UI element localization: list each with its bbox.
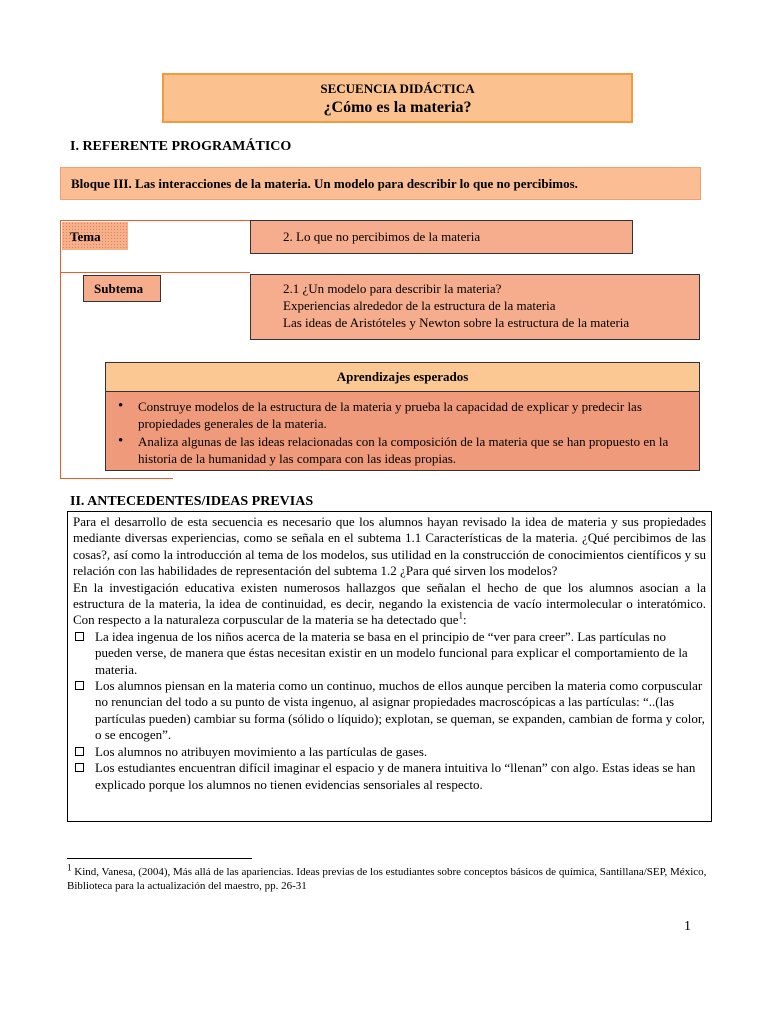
checkbox-icon <box>75 632 84 641</box>
idea-item <box>73 678 706 744</box>
aprendizajes-list <box>105 391 700 471</box>
checkbox-icon <box>75 681 84 690</box>
idea-text: La idea ingenua de los niños acerca de la materia se basa en el principio de “ver para creer”. Las partículas no pueden verse, de manera que éstas necesitan existir en un modelo funcional para explicar el comportamiento de la materia. <box>95 628 688 677</box>
idea-item <box>73 760 706 793</box>
antecedentes-text: En la investigación educativa existen numerosos hallazgos que señalan el hecho de que los alumnos asocian a la estructura de la materia, la idea de continuidad, es decir, negando la existencia de vacío intermolecular o interatómico. Con respecto a la naturaleza corpuscular de la materia se ha detectado que <box>73 579 706 628</box>
idea-text: Los estudiantes encuentran difícil imaginar el espacio y de manera intuitiva lo “llenan” con algo. Estas ideas se han explicado porque los alumnos no tienen evidencias sensoriales al respecto. <box>95 760 696 792</box>
footnote <box>67 862 707 893</box>
frame-line-bottom <box>60 478 173 479</box>
aprendizaje-item: • Analiza algunas de las ideas relacionadas con la composición de la materia que se han propuesto en la historia de la humanidad y las compara con las ideas propias. <box>116 433 689 467</box>
idea-item <box>73 744 706 760</box>
footnote-rule <box>67 858 252 859</box>
frame-line-top <box>60 220 250 221</box>
idea-text: Los alumnos no atribuyen movimiento a las partículas de gases. <box>95 743 428 759</box>
ideas-list <box>73 629 706 793</box>
subtema-value <box>250 274 700 340</box>
subtema-label: Subtema <box>83 275 161 302</box>
colon: : <box>462 612 467 628</box>
page-number: 1 <box>684 919 691 934</box>
antecedentes-paragraph: Para el desarrollo de esta secuencia es necesario que los alumnos hayan revisado la idea de materia y sus propiedades mediante diversas experiencias, como se señala en el subtema 1.1 Características de la materia. ¿Qué percibimos de las cosas?, así como la introducción al tema de los modelos, sus utilidad en la construcción de conocimientos científicos y su relación con las habilidades de representación del subtema 1.2 ¿Para qué sirven los modelos? <box>73 514 706 579</box>
frame-line-subtema <box>60 272 250 273</box>
aprendizajes-header: Aprendizajes esperados <box>105 362 700 392</box>
subtema-line: Las ideas de Aristóteles y Newton sobre la estructura de la materia <box>283 315 630 330</box>
tema-value: 2. Lo que no percibimos de la materia <box>250 220 633 254</box>
section1-heading: I. REFERENTE PROGRAMÁTICO <box>70 139 292 154</box>
checkbox-icon <box>75 763 84 772</box>
checkbox-icon <box>75 747 84 756</box>
idea-item <box>73 629 706 678</box>
tema-label: Tema <box>62 222 128 250</box>
footnote-number: 1 <box>67 862 72 873</box>
document-type: SECUENCIA DIDÁCTICA <box>320 81 475 96</box>
document-title: ¿Cómo es la materia? <box>323 99 472 116</box>
section2-heading: II. ANTECEDENTES/IDEAS PREVIAS <box>70 494 314 509</box>
antecedentes-box <box>67 511 712 822</box>
title-box <box>162 73 633 123</box>
bloque-box: Bloque III. Las interacciones de la materia. Un modelo para describir lo que no percibimos. <box>60 167 701 200</box>
subtema-line: 2.1 ¿Un modelo para describir la materia? <box>283 281 502 296</box>
frame-line-left <box>60 220 61 479</box>
footnote-ref: 1 <box>458 611 463 622</box>
footnote-text: Kind, Vanesa, (2004), Más allá de las apariencias. Ideas previas de los estudiantes sobre conceptos básicos de química, Santillana/SEP, México, Biblioteca para la actualización del maestro, pp. 26-31 <box>67 866 707 892</box>
idea-text: Los alumnos piensan en la materia como un continuo, muchos de ellos aunque perciben la materia como corpuscular no renuncian del todo a su punto de vista ingenuo, al asignar propiedades macroscópicas a las partículas: “..(las partículas pueden) cambiar su forma (sólido o líquido); explotan, se queman, se expanden, cambian de forma y color, o se encogen”. <box>95 678 705 743</box>
subtema-line: Experiencias alrededor de la estructura de la materia <box>283 298 556 313</box>
aprendizaje-item: • Construye modelos de la estructura de la materia y prueba la capacidad de explicar y predecir las propiedades generales de la materia. <box>116 398 689 432</box>
antecedentes-paragraph <box>73 580 706 629</box>
